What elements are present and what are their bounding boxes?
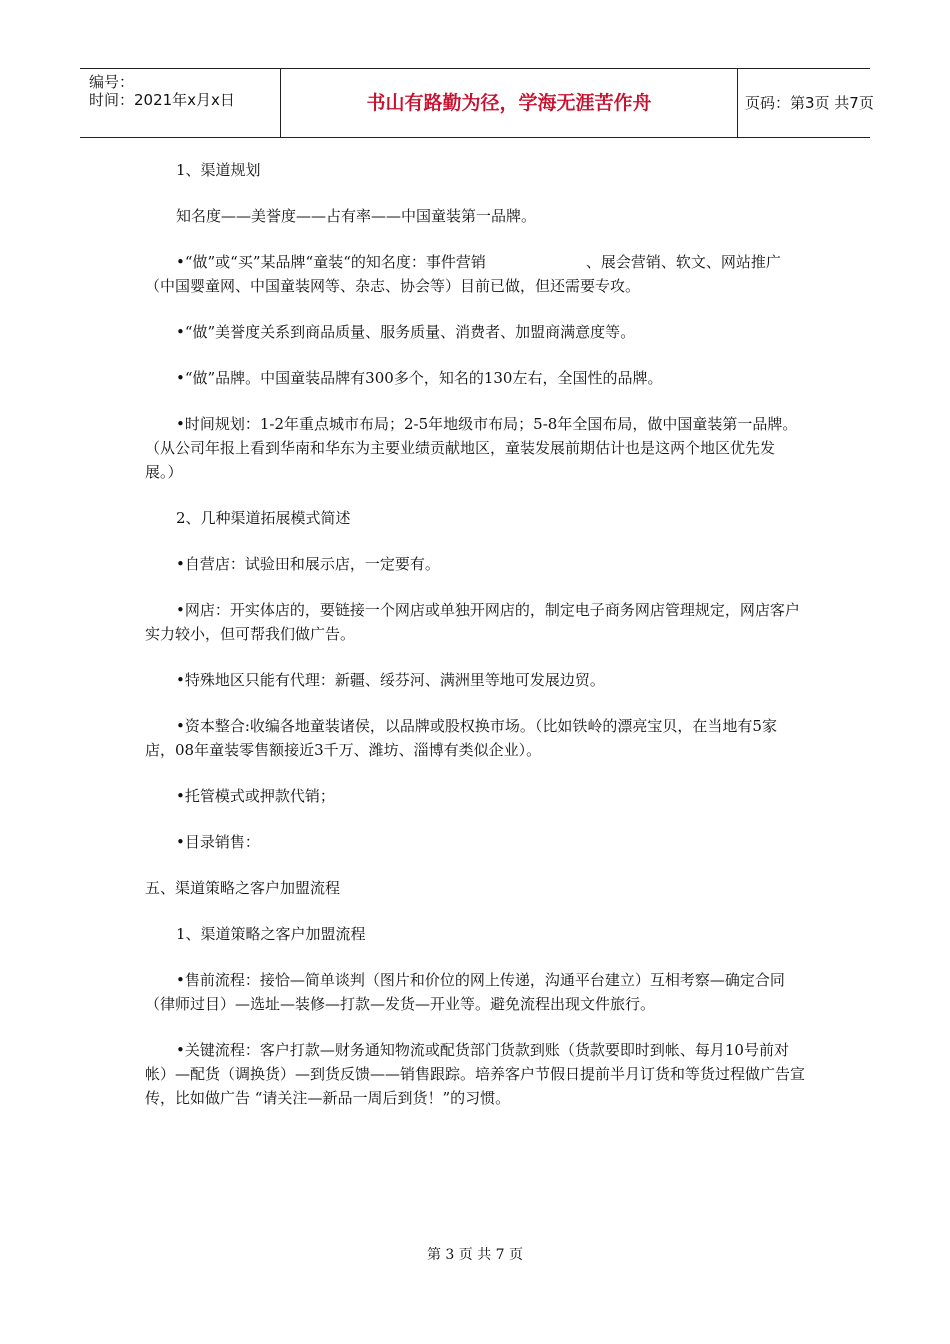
bullet-paragraph: •售前流程：接恰—简单谈判（图片和价位的网上传递，沟通平台建立）互相考察—确定合同（律师过目）—选址—装修—打款—发货—开业等。避免流程出现文件旅行。 — [145, 971, 785, 1013]
paragraph-text: 、展会营销、软文、网站推广（中国婴童网、中国童装网等、杂志、协会等）目前已做，但还需要专攻。 — [145, 253, 781, 295]
section-heading: 1、渠道策略之客户加盟流程 — [176, 925, 366, 943]
page-footer: 第 3 页 共 7 页 — [426, 1247, 524, 1263]
bullet-paragraph: •关键流程：客户打款—财务通知物流或配货部门货款到账（货款要即时到帐、每月10号前对帐）—配货（调换货）—到货反馈——销售跟踪。培养客户节假日提前半月订货和等货过程做广告宣传，比如做广告 “请关注—新品一周后到货！”的习惯。 — [145, 1041, 806, 1107]
paragraph: 知名度——美誉度——占有率——中国童装第一品牌。 — [176, 207, 537, 225]
bullet-paragraph: •网店：开实体店的，要链接一个网店或单独开网店的，制定电子商务网店管理规定，网店客户实力较小，但可帮我们做广告。 — [145, 601, 800, 643]
page-header — [80, 68, 874, 138]
header-meta-cell — [80, 69, 280, 137]
document-body — [145, 158, 805, 1132]
section-heading: 1、渠道规划 — [176, 161, 261, 179]
document-time-label: 时间：2021年x月x日 — [89, 91, 235, 109]
header-page-info: 页码：第3页 共7页 — [745, 94, 874, 112]
header-page-cell — [737, 69, 874, 137]
bullet-paragraph — [145, 250, 805, 298]
bullet-paragraph: •时间规划：1-2年重点城市布局；2-5年地级市布局；5-8年全国布局，做中国童装第一品牌。（从公司年报上看到华南和华东为主要业绩贡献地区，童装发展前期估计也是这两个地区优先发展。） — [145, 415, 798, 481]
section-heading: 2、几种渠道拓展模式简述 — [176, 509, 351, 527]
bullet-paragraph: •特殊地区只能有代理：新疆、绥芬河、满洲里等地可发展边贸。 — [176, 671, 605, 689]
bullet-paragraph: •“做”品牌。中国童装品牌有300多个，知名的130左右，全国性的品牌。 — [176, 369, 663, 387]
bullet-paragraph: •资本整合:收编各地童装诸侯，以品牌或股权换市场。（比如铁岭的漂亮宝贝，在当地有5家店，08年童装零售额接近3千万、潍坊、淄博有类似企业）。 — [145, 717, 777, 759]
bullet-paragraph: •目录销售： — [176, 833, 260, 851]
bullet-paragraph: •托管模式或押款代销； — [176, 787, 335, 805]
bullet-paragraph: •自营店：试验田和展示店，一定要有。 — [176, 555, 440, 573]
bullet-paragraph: •“做”美誉度关系到商品质量、服务质量、消费者、加盟商满意度等。 — [176, 323, 636, 341]
document-number-label: 编号： — [89, 73, 135, 91]
header-motto: 书山有路勤为径，学海无涯苦作舟 — [366, 92, 652, 114]
header-motto-cell — [280, 69, 738, 137]
chapter-heading: 五、渠道策略之客户加盟流程 — [145, 879, 341, 897]
paragraph-text: •“做”或“买”某品牌“童装“的知名度：事件营销 — [176, 253, 486, 271]
